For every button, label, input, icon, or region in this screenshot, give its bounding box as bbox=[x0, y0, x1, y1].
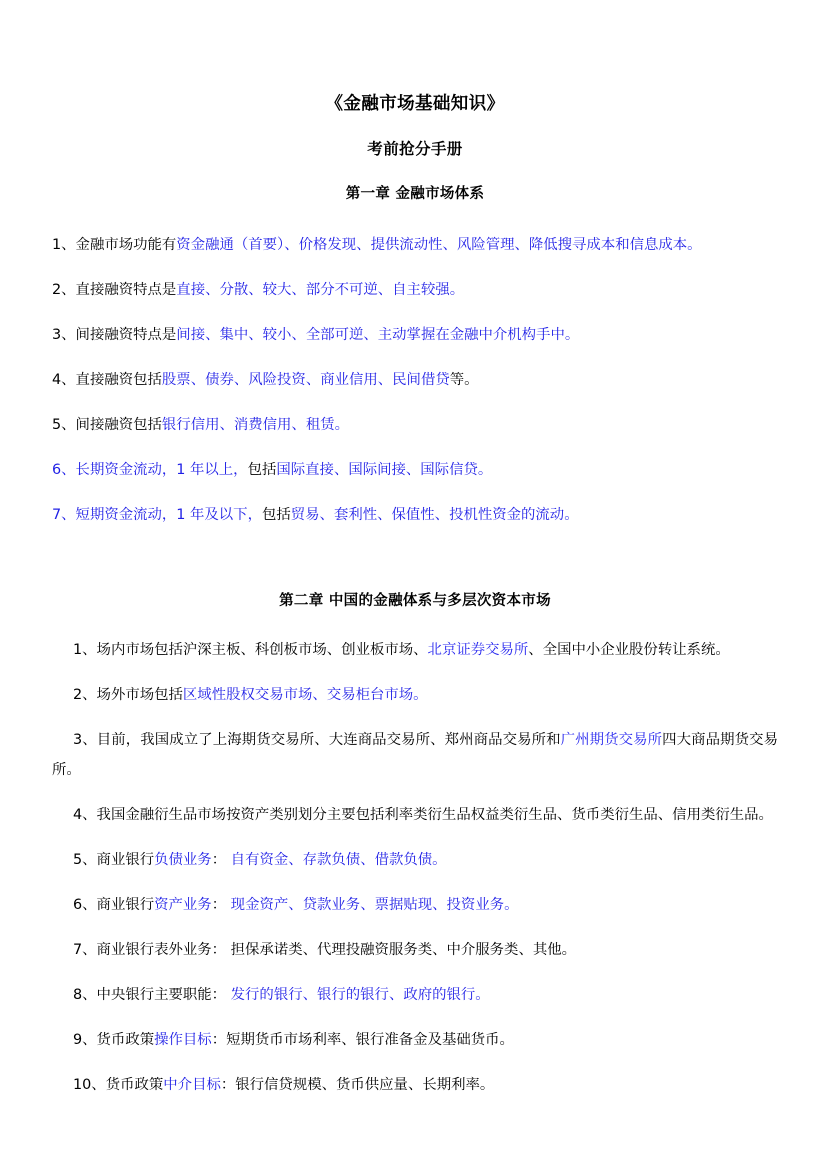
text-run: 货币政策 bbox=[96, 1032, 155, 1048]
list-item bbox=[52, 410, 778, 440]
text-run: ： bbox=[211, 852, 227, 868]
list-item-number: 2、 bbox=[73, 687, 97, 703]
list-item-number: 5、 bbox=[52, 416, 76, 433]
chapter-2-items bbox=[52, 635, 778, 1100]
list-item-number: 4、 bbox=[73, 807, 97, 823]
text-run: 直接、分散、较大、部分不可逆、自主较强。 bbox=[176, 281, 465, 298]
text-run: 操作目标 bbox=[154, 1032, 212, 1048]
list-item bbox=[52, 455, 778, 485]
text-run: 等。 bbox=[449, 371, 479, 388]
list-item bbox=[52, 935, 778, 965]
text-run: 直接融资包括 bbox=[75, 371, 162, 388]
list-item-number: 2、 bbox=[52, 281, 76, 298]
list-item bbox=[52, 230, 778, 260]
text-run: 货币政策 bbox=[105, 1077, 164, 1093]
list-item bbox=[52, 365, 778, 395]
list-item bbox=[52, 980, 778, 1010]
list-item bbox=[52, 800, 778, 830]
text-run: 四大商品期货交易所。 bbox=[52, 732, 778, 778]
text-run: ： bbox=[211, 897, 227, 913]
list-item-number: 5、 bbox=[73, 852, 97, 868]
text-run: 间接融资包括 bbox=[75, 416, 162, 433]
section-spacer bbox=[52, 530, 778, 594]
list-item bbox=[52, 1025, 778, 1055]
text-run: 现金资产、贷款业务、票据贴现、投资业务。 bbox=[226, 897, 519, 913]
text-run: 间接、集中、较小、全部可逆、主动掌握在金融中介机构手中。 bbox=[176, 326, 580, 343]
text-run: 短期资金流动，1 年及以下， bbox=[75, 506, 262, 523]
text-run: 银行信用、消费信用、租赁。 bbox=[161, 416, 349, 433]
document-title: 《金融市场基础知识》 bbox=[325, 94, 505, 114]
list-item bbox=[52, 275, 778, 305]
text-run: 直接融资特点是 bbox=[75, 281, 177, 298]
chapter-1-items bbox=[52, 230, 778, 530]
text-run: 商业银行表外业务： 担保承诺类、代理投融资服务类、中介服务类、其他。 bbox=[96, 942, 577, 958]
text-run: 商业银行 bbox=[96, 897, 155, 913]
text-run: 长期资金流动，1 年以上， bbox=[75, 461, 248, 478]
text-run: 资产业务 bbox=[154, 897, 212, 913]
chapter-heading-2: 第二章 中国的金融体系与多层次资本市场 bbox=[279, 592, 551, 609]
text-run: 包括 bbox=[261, 506, 291, 523]
text-run: 场内市场包括沪深主板、科创板市场、创业板市场、 bbox=[96, 642, 428, 658]
text-run: 商业银行 bbox=[96, 852, 155, 868]
list-item-number: 6、 bbox=[52, 461, 76, 478]
text-run: ：短期货币市场利率、银行准备金及基础货币。 bbox=[211, 1032, 514, 1048]
text-run: 负债业务 bbox=[154, 852, 212, 868]
list-item-number: 7、 bbox=[73, 942, 97, 958]
text-run: 包括 bbox=[247, 461, 277, 478]
list-item-number: 6、 bbox=[73, 897, 97, 913]
text-run: 股票、债券、风险投资、商业信用、民间借贷 bbox=[161, 371, 450, 388]
list-item bbox=[52, 680, 778, 710]
document-subtitle: 考前抢分手册 bbox=[367, 139, 463, 158]
text-run: 国际直接、国际间接、国际信贷。 bbox=[276, 461, 493, 478]
list-item bbox=[52, 635, 778, 665]
text-run: 贸易、套利性、保值性、投机性资金的流动。 bbox=[290, 506, 579, 523]
text-run: 发行的银行、银行的银行、政府的银行。 bbox=[226, 987, 490, 1003]
text-run: 区域性股权交易市场、交易柜台市场。 bbox=[182, 687, 428, 703]
text-run: 、全国中小企业股份转让系统。 bbox=[528, 642, 730, 658]
list-item-number: 10、 bbox=[73, 1077, 106, 1093]
text-run: 间接融资特点是 bbox=[75, 326, 177, 343]
list-item bbox=[52, 320, 778, 350]
text-run: 目前，我国成立了上海期货交易所、大连商品交易所、郑州商品交易所和 bbox=[96, 732, 561, 748]
list-item-number: 9、 bbox=[73, 1032, 97, 1048]
text-run: 场外市场包括 bbox=[96, 687, 183, 703]
text-run: 金融市场功能有 bbox=[75, 236, 177, 253]
text-run: 中央银行主要职能： bbox=[96, 987, 227, 1003]
list-item-number: 1、 bbox=[73, 642, 97, 658]
text-run: ：银行信贷规模、货币供应量、长期利率。 bbox=[220, 1077, 495, 1093]
list-item-number: 4、 bbox=[52, 371, 76, 388]
list-item-number: 1、 bbox=[52, 236, 76, 253]
list-item bbox=[52, 500, 778, 530]
text-run: 北京证券交易所 bbox=[427, 642, 529, 658]
list-item bbox=[52, 725, 778, 785]
text-run: 自有资金、存款负债、借款负债。 bbox=[226, 852, 447, 868]
list-item-number: 3、 bbox=[73, 732, 97, 748]
list-item bbox=[52, 1070, 778, 1100]
list-item bbox=[52, 890, 778, 920]
list-item-number: 3、 bbox=[52, 326, 76, 343]
text-run: 中介目标 bbox=[163, 1077, 221, 1093]
document-body bbox=[52, 96, 778, 1100]
text-run: 资金融通（首要）、价格发现、提供流动性、风险管理、降低搜寻成本和信息成本。 bbox=[176, 236, 702, 253]
list-item-number: 7、 bbox=[52, 506, 76, 523]
list-item bbox=[52, 845, 778, 875]
text-run: 我国金融衍生品市场按资产类别划分主要包括利率类衍生品权益类衍生品、货币类衍生品、信用类衍生品。 bbox=[96, 807, 773, 823]
chapter-heading-1: 第一章 金融市场体系 bbox=[345, 186, 485, 202]
text-run: 广州期货交易所 bbox=[560, 732, 663, 748]
list-item-number: 8、 bbox=[73, 987, 97, 1003]
